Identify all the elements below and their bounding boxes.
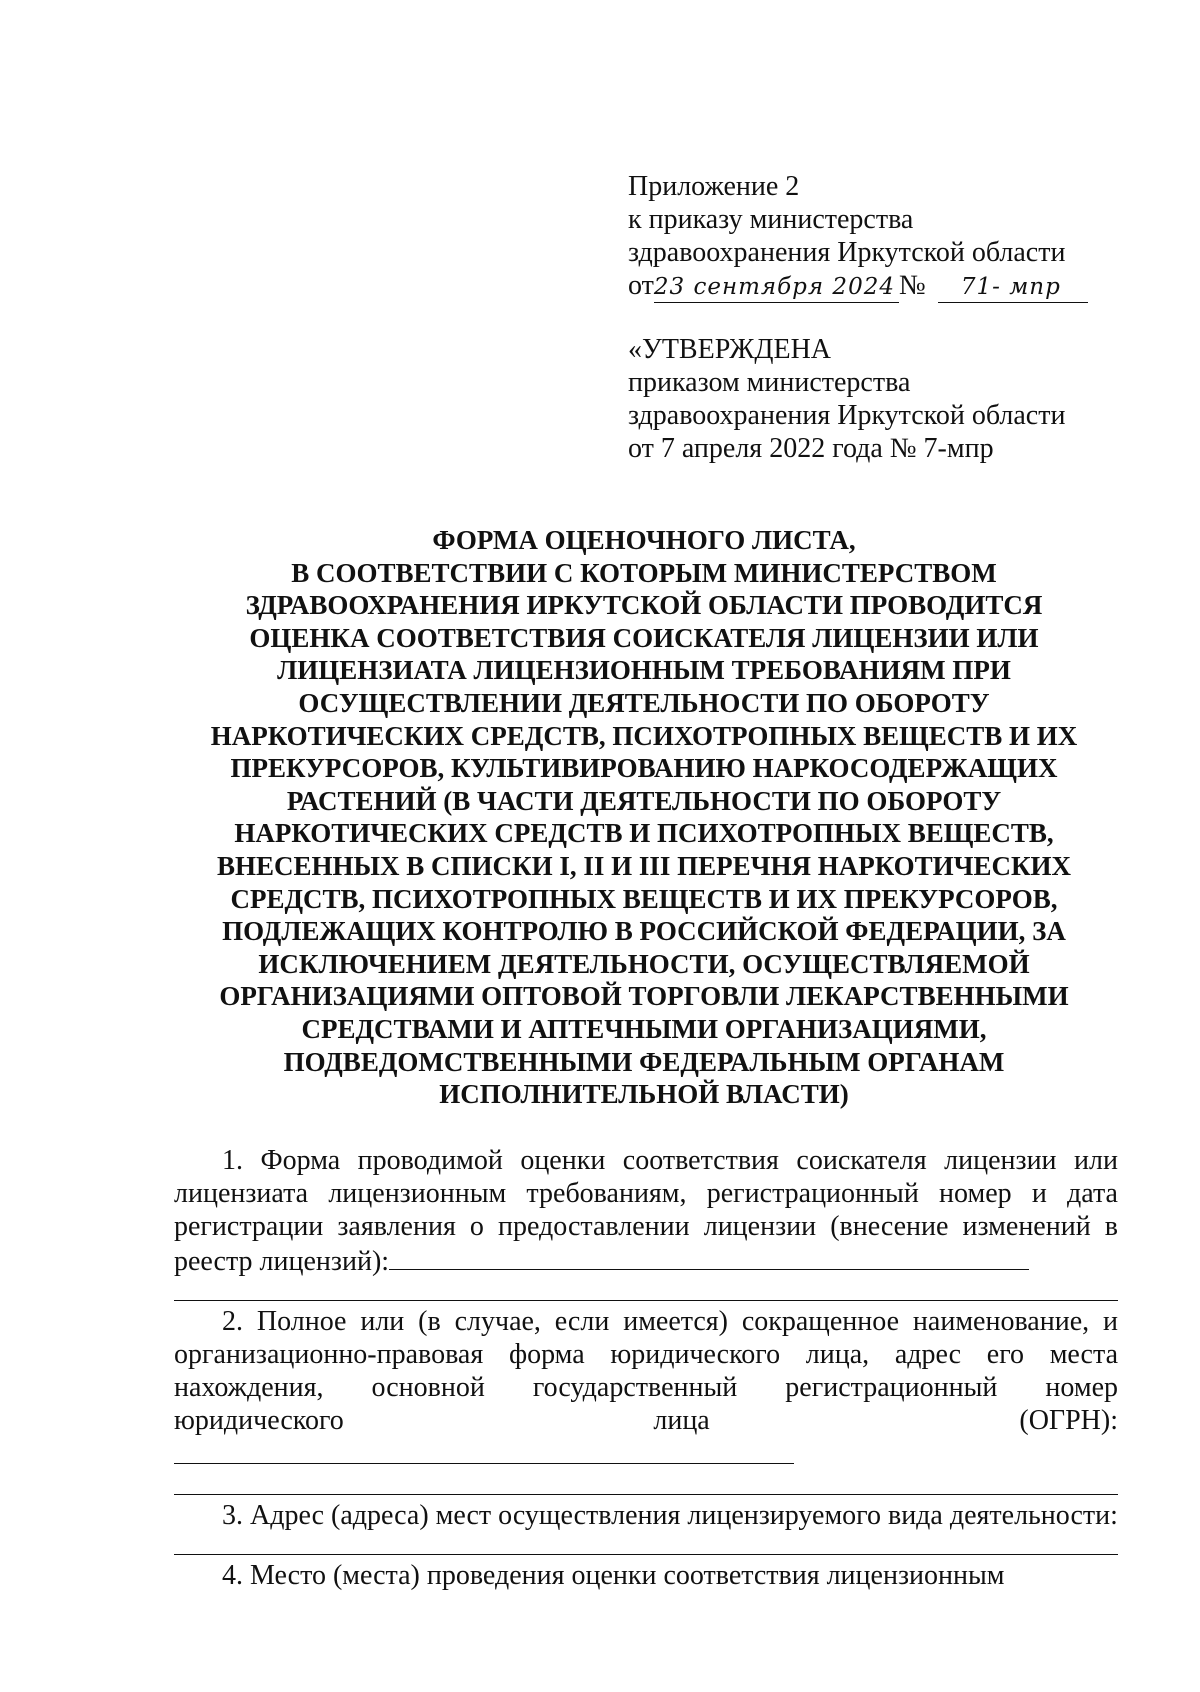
item-2 [174, 1305, 1118, 1472]
handwritten-number: 71- мпр [938, 272, 1088, 303]
title-line: НАРКОТИЧЕСКИХ СРЕДСТВ И ПСИХОТРОПНЫХ ВЕЩЕСТВ, [234, 818, 1054, 849]
item-3-rule [174, 1532, 1118, 1555]
item-1 [174, 1144, 1118, 1278]
title-line: СРЕДСТВ, ПСИХОТРОПНЫХ ВЕЩЕСТВ И ИХ ПРЕКУРСОРОВ, [230, 883, 1058, 914]
form-body [174, 1144, 1118, 1592]
title-line: ЗДРАВООХРАНЕНИЯ ИРКУТСКОЙ ОБЛАСТИ ПРОВОДИТСЯ [245, 590, 1043, 621]
title-line: ВНЕСЕННЫХ В СПИСКИ I, II И III ПЕРЕЧНЯ НАРКОТИЧЕСКИХ [216, 850, 1072, 881]
appendix-ministry: здравоохранения Иркутской области [628, 237, 1066, 268]
title-line: ЛИЦЕНЗИАТА ЛИЦЕНЗИОННЫМ ТРЕБОВАНИЯМ ПРИ [277, 655, 1011, 686]
appendix-order-ref: к приказу министерства [628, 204, 914, 235]
order-date-number-line [628, 269, 1088, 303]
appendix-header [628, 170, 1088, 303]
title-line: РАСТЕНИЙ (В ЧАСТИ ДЕЯТЕЛЬНОСТИ ПО ОБОРОТУ [286, 785, 1002, 816]
item-1-fill-line [389, 1243, 1029, 1270]
approved-date: от 7 апреля 2022 года № 7-мпр [628, 433, 994, 464]
title-line: ОСУЩЕСТВЛЕНИИ ДЕЯТЕЛЬНОСТИ ПО ОБОРОТУ [298, 687, 990, 718]
approved-ministry: здравоохранения Иркутской области [628, 400, 1066, 431]
title-line: НАРКОТИЧЕСКИХ СРЕДСТВ, ПСИХОТРОПНЫХ ВЕЩЕСТВ И ИХ [210, 720, 1078, 751]
title-line: ПОДВЕДОМСТВЕННЫМИ ФЕДЕРАЛЬНЫМ ОРГАНАМ [283, 1046, 1005, 1077]
item-1-text: 1. Форма проводимой оценки соответствия соискателя лицензии или лицензиата лицензионным требованиям, регистрационный номер и дата регистрации заявления о предоставлении лицензии (внесение изменений в реестр лицензий): [174, 1145, 1118, 1277]
appendix-number: Приложение 2 [628, 171, 800, 202]
title-line: ОЦЕНКА СООТВЕТСТВИЯ СОИСКАТЕЛЯ ЛИЦЕНЗИИ ИЛИ [249, 622, 1039, 653]
item-3-text: 3. Адрес (адреса) мест осуществления лицензируемого вида деятельности: [222, 1500, 1118, 1531]
title-line: ИСПОЛНИТЕЛЬНОЙ ВЛАСТИ) [439, 1079, 849, 1110]
item-4-text: 4. Место (места) проведения оценки соответствия лицензионным [222, 1560, 1005, 1591]
title-line: ФОРМА ОЦЕНОЧНОГО ЛИСТА, [432, 525, 856, 555]
item-2-fill-line [174, 1437, 794, 1464]
from-label: от [628, 270, 654, 301]
item-1-extra-rule [174, 1278, 1118, 1301]
approved-block [628, 333, 1098, 465]
title-line: СРЕДСТВАМИ И АПТЕЧНЫМИ ОРГАНИЗАЦИЯМИ, [301, 1013, 987, 1044]
title-line: ИСКЛЮЧЕНИЕМ ДЕЯТЕЛЬНОСТИ, ОСУЩЕСТВЛЯЕМОЙ [258, 948, 1030, 979]
title-line: ОРГАНИЗАЦИЯМИ ОПТОВОЙ ТОРГОВЛИ ЛЕКАРСТВЕННЫМИ [219, 981, 1069, 1012]
title-line: В СООТВЕТСТВИИ С КОТОРЫМ МИНИСТЕРСТВОМ [291, 557, 997, 588]
title-line: ПРЕКУРСОРОВ, КУЛЬТИВИРОВАНИЮ НАРКОСОДЕРЖАЩИХ [230, 753, 1058, 784]
title-line: ПОДЛЕЖАЩИХ КОНТРОЛЮ В РОССИЙСКОЙ ФЕДЕРАЦИИ, ЗА [222, 916, 1066, 947]
approved-order: приказом министерства [628, 367, 911, 398]
approved-heading: «УТВЕРЖДЕНА [628, 334, 832, 365]
item-2-text: 2. Полное или (в случае, если имеется) сокращенное наименование, и организационно-правовая форма юридического лица, адрес его места нахождения, основной государственный регистрационный номер юридического лица (ОГРН): [174, 1306, 1118, 1436]
handwritten-date: 23 сентября 2024 [654, 272, 899, 303]
item-4 [174, 1559, 1118, 1592]
number-label: № [899, 270, 926, 301]
document-title [168, 524, 1120, 1111]
item-3 [174, 1499, 1118, 1532]
item-2-extra-rule [174, 1472, 1118, 1495]
